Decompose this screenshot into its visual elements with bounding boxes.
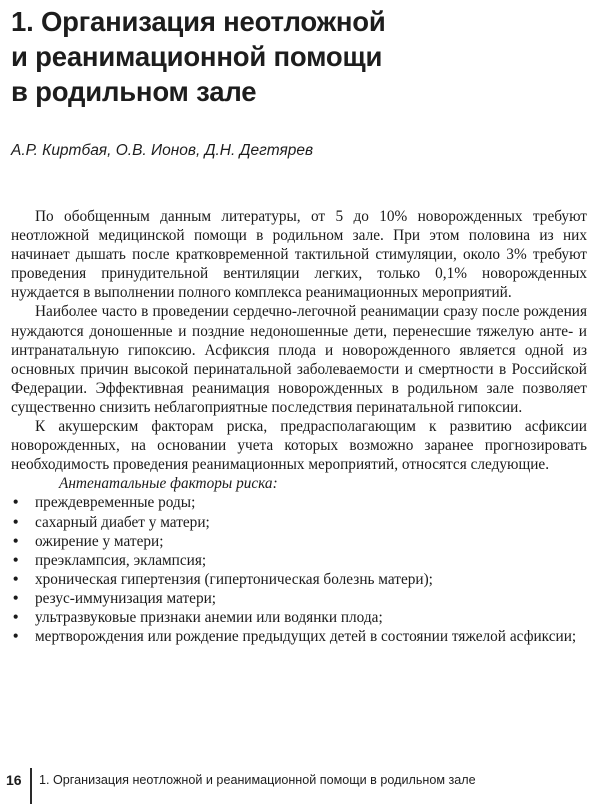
paragraph: По обобщенным данным литературы, от 5 до 10% новорожденных требуют неотложной медицинской помощи в родильном зале. При этом половина из них начинает дышать после кратковременной тактильной стимуляции, около 3% требуют проведения принудительной вентиляции легких, только 0,1% новорожденных нуждается в выполнении полного комплекса реанимационных мероприятий. (11, 208, 587, 302)
list-item (11, 570, 587, 589)
list-item (11, 608, 587, 627)
running-head: 1. Организация неотложной и реанимационной помощи в родильном зале (39, 773, 476, 787)
bullet-icon: • (13, 532, 19, 550)
bullet-icon: • (13, 551, 19, 569)
chapter-title-line: в родильном зале (11, 76, 257, 107)
list-item (11, 589, 587, 608)
list-item-text: ультразвуковые признаки анемии или водянки плода; (35, 608, 383, 626)
risk-factors-heading-text: Антенатальные факторы риска (59, 475, 273, 493)
bullet-icon: • (13, 513, 19, 531)
authors: А.Р. Киртбая, О.В. Ионов, Д.Н. Дегтярев (11, 142, 314, 159)
list-item (11, 551, 587, 570)
list-item-text: мертворождения или рождение предыдущих детей в состоянии тяжелой асфиксии; (35, 628, 577, 646)
risk-factors-heading-colon: : (272, 475, 278, 493)
bullet-icon: • (13, 589, 19, 607)
bullet-icon: • (13, 608, 19, 626)
list-item-text: ожирение у матери; (35, 532, 164, 550)
chapter-title-line: 1. Организация неотложной (11, 6, 386, 37)
list-item-text: сахарный диабет у матери; (35, 513, 210, 531)
chapter-title (11, 4, 591, 109)
chapter-title-line: и реанимационной помощи (11, 41, 383, 72)
risk-factors-heading (11, 474, 587, 493)
bullet-icon: • (13, 570, 19, 588)
list-item-text: преэклампсия, эклампсия; (35, 551, 207, 569)
page-number: 16 (6, 772, 22, 788)
bullet-icon: • (13, 494, 19, 512)
body-text (11, 207, 587, 646)
paragraph: Наиболее часто в проведении сердечно-легочной реанимации сразу после рождения нуждаются доношенные и поздние недоношенные дети, перенесшие тяжелую анте- и интранатальную гипоксию. Асфиксия плода и новорожденного является одной из основных причин высокой перинатальной заболеваемости и смертности в Российской Федерации. Эффективная реанимация новорожденных в родильном зале позволяет существенно снизить неблагоприятные последствия перинатальной гипоксии. (11, 303, 587, 416)
list-item-text: хроническая гипертензия (гипертоническая болезнь матери); (35, 570, 433, 588)
bullet-icon: • (13, 628, 19, 646)
list-item-text: резус-иммунизация матери; (35, 589, 217, 607)
list-item (11, 532, 587, 551)
risk-factors-list (11, 493, 587, 646)
list-item (11, 513, 587, 532)
list-item (11, 493, 587, 512)
list-item-text: преждевременные роды; (35, 494, 196, 512)
page-footer (0, 768, 600, 804)
paragraph: К акушерским факторам риска, предрасполагающим к развитию асфиксии новорожденных, на основании учета которых возможно заранее прогнозировать необходимость проведения реанимационных мероприятий, относятся следующие. (11, 418, 587, 474)
list-item (11, 627, 587, 646)
footer-divider (30, 768, 32, 804)
